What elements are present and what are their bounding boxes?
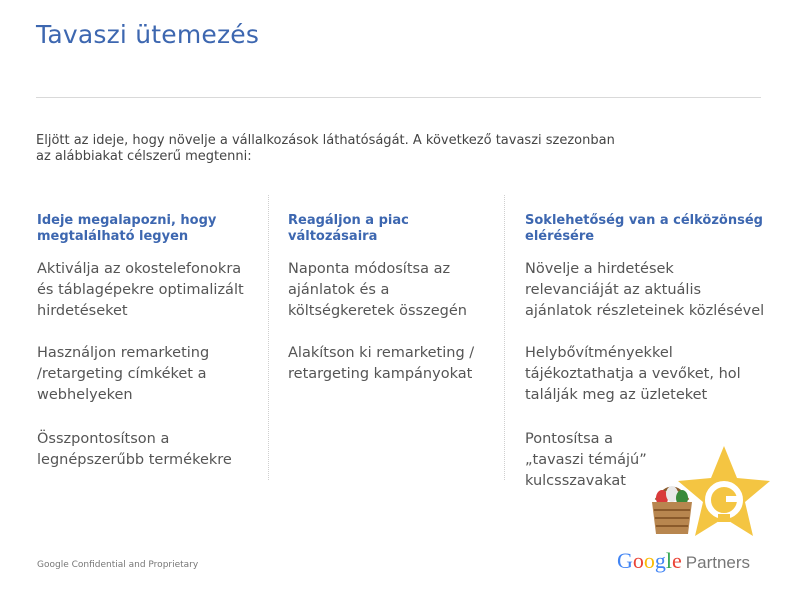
column-separator [504,195,505,480]
slide-title: Tavaszi ütemezés [36,20,260,49]
column-2 [288,213,488,385]
star-g-icon [678,446,770,536]
google-partners-logo [617,548,750,574]
google-letter: G [617,548,633,573]
column-heading: Ideje megalapozni, hogy megtalálható legyen [37,213,217,244]
column-item: Alakítson ki remarketing / retargeting kampányokat [288,345,475,382]
google-wordmark [617,548,682,573]
column-separator [268,195,269,480]
column-item: Használjon remarketing /retargeting címkéket a webhelyeken [37,345,210,403]
google-letter: o [643,548,655,573]
partners-label: Partners [685,553,751,572]
spring-illustration [642,444,772,540]
column-item: Naponta módosítsa az ajánlatok és a költségkeretek összegén [288,261,467,319]
column-heading: Reagáljon a piac változásaira [288,213,409,244]
google-letter: e [672,548,682,573]
intro-text: Eljött az ideje, hogy növelje a vállalkozások láthatóságát. A következő tavaszi szezonban az alábbiakat célszerű megtenni: [36,133,615,164]
column-item: Aktiválja az okostelefonokra és táblagépekre optimalizált hirdetéseket [37,261,244,319]
google-letter: g [654,548,666,573]
column-item: Összpontosítson a legnépszerűbb termékekre [37,431,232,468]
confidential-footer: Google Confidential and Proprietary [37,560,199,570]
google-letter: o [632,548,644,573]
google-letter: l [665,548,673,573]
column-item: Pontosítsa a „tavaszi témájú” kulcsszavakat [525,431,647,489]
column-item: Növelje a hirdetések relevanciáját az aktuális ajánlatok részleteinek közlésével [525,261,765,319]
column-heading: Soklehetőség van a célközönség elérésére [525,213,763,244]
title-divider [36,97,761,98]
column-1 [37,213,252,471]
easter-basket-icon [652,486,692,534]
column-item: Helybővítményekkel tájékoztathatja a vevőket, hol találják meg az üzleteket [525,345,741,403]
